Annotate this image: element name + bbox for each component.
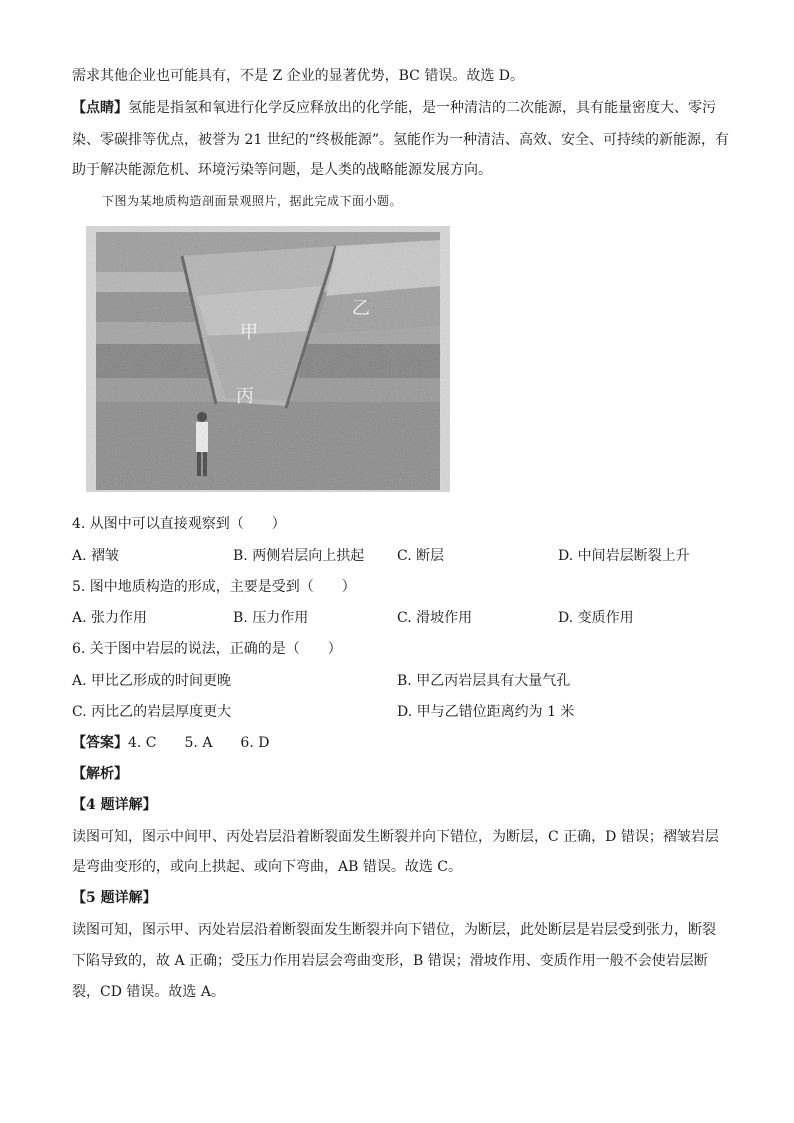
answer-tag: 【答案】	[72, 735, 128, 751]
question-5-option-b[interactable]: B. 压力作用	[233, 610, 309, 626]
question-4-option-c[interactable]: C. 断层	[397, 548, 445, 564]
question-6-option-d[interactable]: D. 甲与乙错位距离约为 1 米	[397, 704, 575, 720]
question-4-stem: 4. 从图中可以直接观察到（ ）	[72, 516, 286, 532]
detail-5-line: 读图可知，图示甲、丙处岩层沿着断裂面发生断裂并向下错位，为断层，此处断层是岩层受到张力，断裂	[72, 922, 716, 938]
label-jia: 甲	[240, 322, 258, 343]
geology-photo	[86, 226, 450, 492]
detail-5-tag: 【5 题详解】	[72, 890, 157, 906]
figure-caption: 下图为某地质构造剖面景观照片，据此完成下面小题。	[102, 194, 403, 208]
tip-tag: 【点睛】	[72, 100, 128, 116]
question-4-option-b[interactable]: B. 两侧岩层向上拱起	[233, 548, 365, 564]
question-5-option-a[interactable]: A. 张力作用	[72, 610, 148, 626]
detail-4-line: 是弯曲变形的，或向上拱起、或向下弯曲，AB 错误。故选 C。	[72, 859, 463, 875]
paragraph-line: 需求其他企业也可能具有，不是 Z 企业的显著优势，BC 错误。故选 D。	[72, 68, 525, 84]
answer-text: 4. C 5. A 6. D	[128, 735, 270, 751]
detail-4-line: 读图可知，图示中间甲、丙处岩层沿着断裂面发生断裂并向下错位，为断层，C 正确，D 错误；褶皱岩层	[72, 829, 719, 845]
paragraph-line: 助于解决能源危机、环境污染等问题，是人类的战略能源发展方向。	[72, 162, 492, 178]
question-6-option-a[interactable]: A. 甲比乙形成的时间更晚	[72, 673, 232, 689]
question-6-option-c[interactable]: C. 丙比乙的岩层厚度更大	[72, 704, 232, 720]
answer-line	[72, 733, 269, 753]
question-4-option-d[interactable]: D. 中间岩层断裂上升	[558, 548, 690, 564]
question-5-stem: 5. 图中地质构造的形成，主要是受到（ ）	[72, 579, 356, 595]
paragraph-line: 染、零碳排等优点，被誉为 21 世纪的“终极能源”。氢能作为一种清洁、高效、安全、可持续的新能源，有	[72, 132, 730, 148]
question-5-option-d[interactable]: D. 变质作用	[558, 610, 634, 626]
tip-text: 氢能是指氢和氧进行化学反应释放出的化学能，是一种清洁的二次能源，具有能量密度大、零污	[128, 100, 716, 116]
label-bing: 丙	[236, 386, 254, 407]
detail-4-tag: 【4 题详解】	[72, 797, 157, 813]
question-5-option-c[interactable]: C. 滑坡作用	[397, 610, 473, 626]
label-yi: 乙	[352, 298, 370, 319]
detail-5-line: 下陷导致的，故 A 正确；受压力作用岩层会弯曲变形，B 错误；滑坡作用、变质作用一般不会使岩层断	[72, 953, 708, 969]
tip-paragraph-line	[72, 98, 716, 118]
geology-photo-image	[86, 226, 450, 492]
question-4-option-a[interactable]: A. 褶皱	[72, 548, 120, 564]
question-6-option-b[interactable]: B. 甲乙丙岩层具有大量气孔	[397, 673, 571, 689]
detail-5-line: 裂，CD 错误。故选 A。	[72, 984, 225, 1000]
question-6-stem: 6. 关于图中岩层的说法，正确的是（ ）	[72, 641, 342, 657]
analysis-tag: 【解析】	[72, 766, 128, 782]
